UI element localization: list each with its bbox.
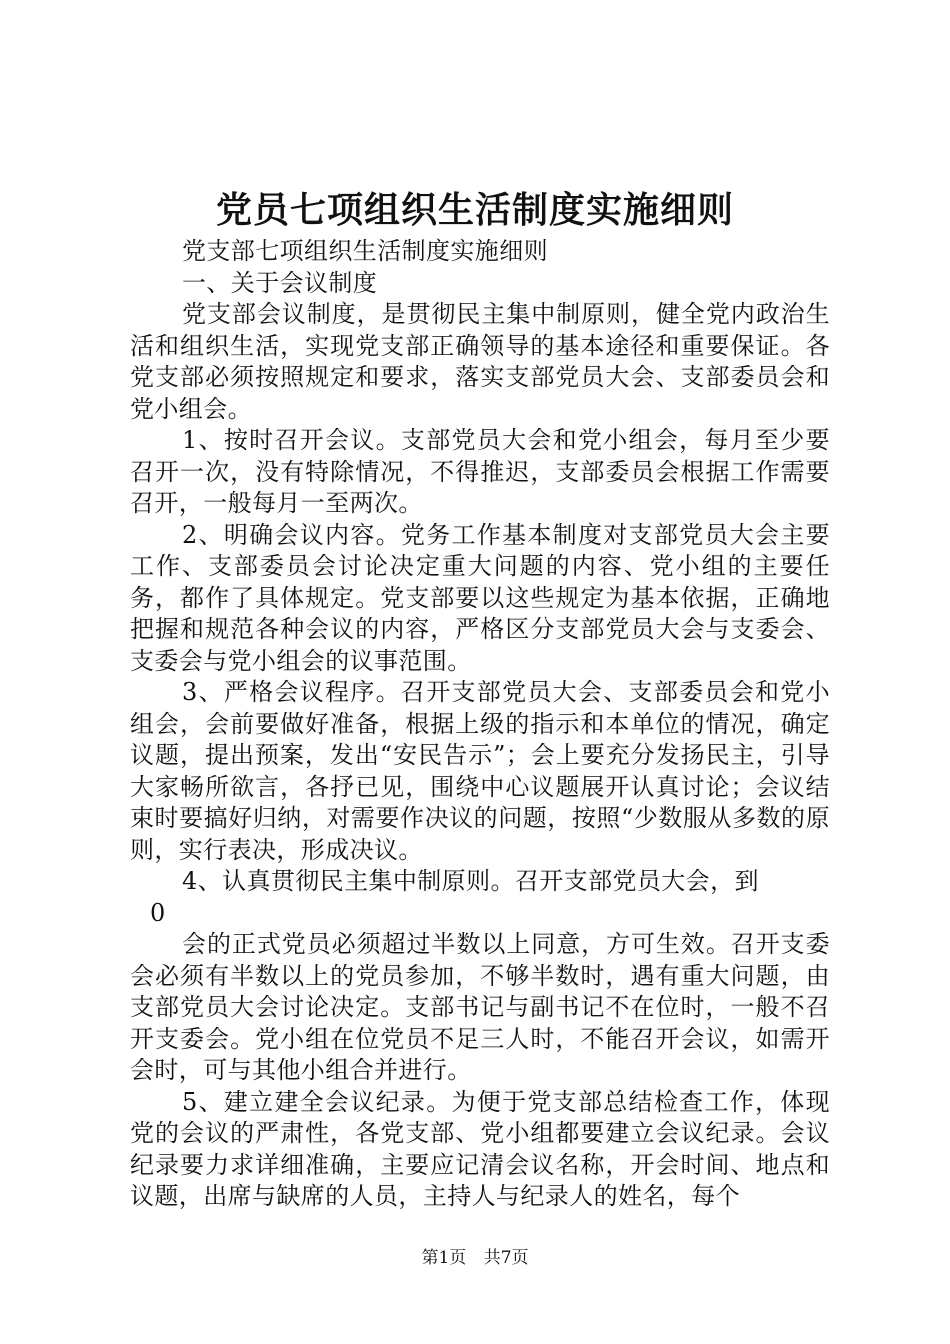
- subtitle-paragraph: 党支部七项组织生活制度实施细则: [182, 237, 548, 265]
- document-title: 党员七项组织生活制度实施细则: [215, 189, 734, 231]
- section-heading: 一、关于会议制度: [182, 268, 378, 297]
- page-total: 共7页: [483, 1248, 529, 1268]
- body-paragraph: 3、严格会议程序。召开支部党员大会、支部委员会和党小组会，会前要做好准备，根据上级的指示和本单位的情况，确定议题，提出预案，发出“安民告示”；会上要充分发扬民主，引导大家畅所欲言，各抒已见，围绕中心议题展开认真讨论；会议结束时要搞好归纳，对需要作决议的问题，按照“少数服从多数的原则，实行表决，形成决议。: [130, 678, 830, 864]
- body-paragraph: 5、建立建全会议纪录。为便于党支部总结检查工作，体现党的会议的严肃性，各党支部、党小组都要建立会议纪录。会议纪录要力求详细准确，主要应记清会议名称，开会时间、地点和议题，出席与缺席的人员，主持人与纪录人的姓名，每个: [130, 1087, 830, 1210]
- page-number: 第1页: [421, 1248, 467, 1268]
- body-paragraph: 2、明确会议内容。党务工作基本制度对支部党员大会主要工作、支部委员会讨论决定重大问题的内容、党小组的主要任务，都作了具体规定。党支部要以这些规定为基本依据，正确地把握和规范各种会议的内容，严格区分支部党员大会与支委会、支委会与党小组会的议事范围。: [130, 520, 830, 675]
- body-paragraph: 1、按时召开会议。支部党员大会和党小组会，每月至少要召开一次，没有特除情况，不得推迟，支部委员会根据工作需要召开，一般每月一至两次。: [130, 426, 830, 517]
- body-paragraph: 4、认真贯彻民主集中制原则。召开支部党员大会，到: [182, 867, 759, 895]
- document-body: [130, 236, 830, 1213]
- body-paragraph: 党支部会议制度，是贯彻民主集中制原则，健全党内政治生活和组织生活，实现党支部正确领导的基本途径和重要保证。各党支部必须按照规定和要求，落实支部党员大会、支部委员会和党小组会。: [130, 300, 830, 423]
- page-break-number: 0: [150, 898, 166, 927]
- page-footer: [0, 1243, 950, 1268]
- body-paragraph: 会的正式党员必须超过半数以上同意，方可生效。召开支委会必须有半数以上的党员参加，不够半数时，遇有重大问题，由支部党员大会讨论决定。支部书记与副书记不在位时，一般不召开支委会。党小组在位党员不足三人时，不能召开会议，如需开会时，可与其他小组合并进行。: [130, 930, 830, 1084]
